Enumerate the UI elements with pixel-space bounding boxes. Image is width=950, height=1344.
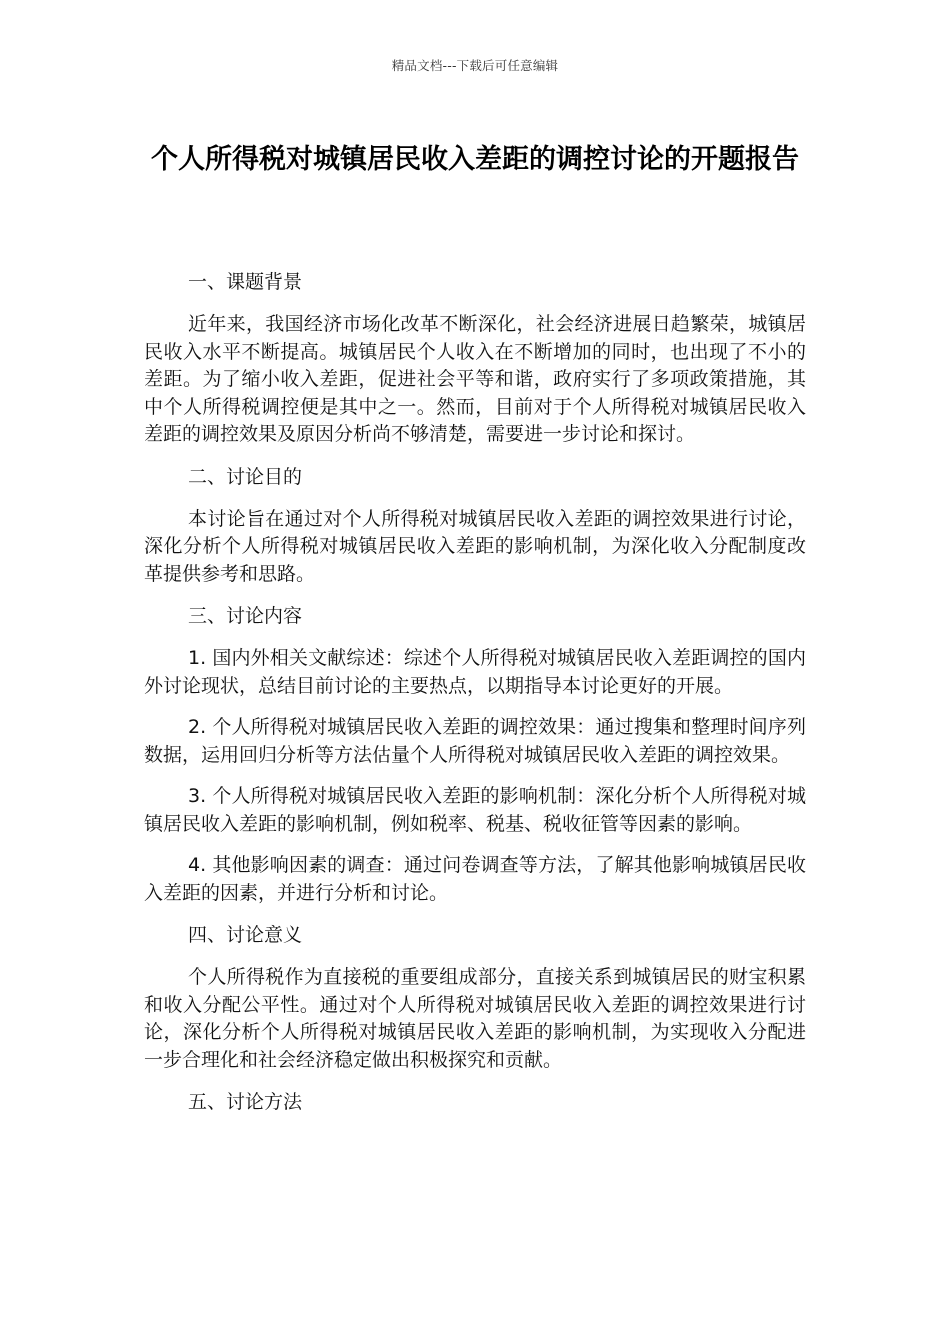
list-item-content-1: 1. 国内外相关文献综述：综述个人所得税对城镇居民收入差距调控的国内外讨论现状，总结目前讨论的主要热点，以期指导本讨论更好的开展。 <box>144 647 806 697</box>
section-heading-background: 一、课题背景 <box>188 271 303 293</box>
document-title: 个人所得税对城镇居民收入差距的调控讨论的开题报告 <box>151 144 799 175</box>
section-heading-significance: 四、讨论意义 <box>188 924 303 946</box>
paragraph-background: 近年来，我国经济市场化改革不断深化，社会经济进展日趋繁荣，城镇居民收入水平不断提高。城镇居民个人收入在不断增加的同时，也出现了不小的差距。为了缩小收入差距，促进社会平等和谐，政府实行了多项政策措施，其中个人所得税调控便是其中之一。然而，目前对于个人所得税对城镇居民收入差距的调控效果及原因分析尚不够清楚，需要进一步讨论和探讨。 <box>144 313 806 445</box>
list-item-content-4: 4. 其他影响因素的调查：通过问卷调查等方法，了解其他影响城镇居民收入差距的因素，并进行分析和讨论。 <box>144 854 806 904</box>
section-heading-method: 五、讨论方法 <box>188 1091 303 1113</box>
list-item-content-3: 3. 个人所得税对城镇居民收入差距的影响机制：深化分析个人所得税对城镇居民收入差距的影响机制，例如税率、税基、税收征管等因素的影响。 <box>144 785 806 835</box>
document-body <box>144 268 806 1131</box>
list-item-content-2: 2. 个人所得税对城镇居民收入差距的调控效果：通过搜集和整理时间序列数据，运用回归分析等方法估量个人所得税对城镇居民收入差距的调控效果。 <box>144 716 806 766</box>
paragraph-significance: 个人所得税作为直接税的重要组成部分，直接关系到城镇居民的财宝积累和收入分配公平性。通过对个人所得税对城镇居民收入差距的调控效果进行讨论，深化分析个人所得税对城镇居民收入差距的影响机制，为实现收入分配进一步合理化和社会经济稳定做出积极探究和贡献。 <box>144 966 806 1071</box>
paragraph-purpose: 本讨论旨在通过对个人所得税对城镇居民收入差距的调控效果进行讨论，深化分析个人所得税对城镇居民收入差距的影响机制，为深化收入分配制度改革提供参考和思路。 <box>144 507 806 585</box>
section-heading-purpose: 二、讨论目的 <box>188 465 303 488</box>
section-heading-content: 三、讨论内容 <box>188 605 303 627</box>
header-note: 精品文档---下载后可任意编辑 <box>391 58 559 73</box>
